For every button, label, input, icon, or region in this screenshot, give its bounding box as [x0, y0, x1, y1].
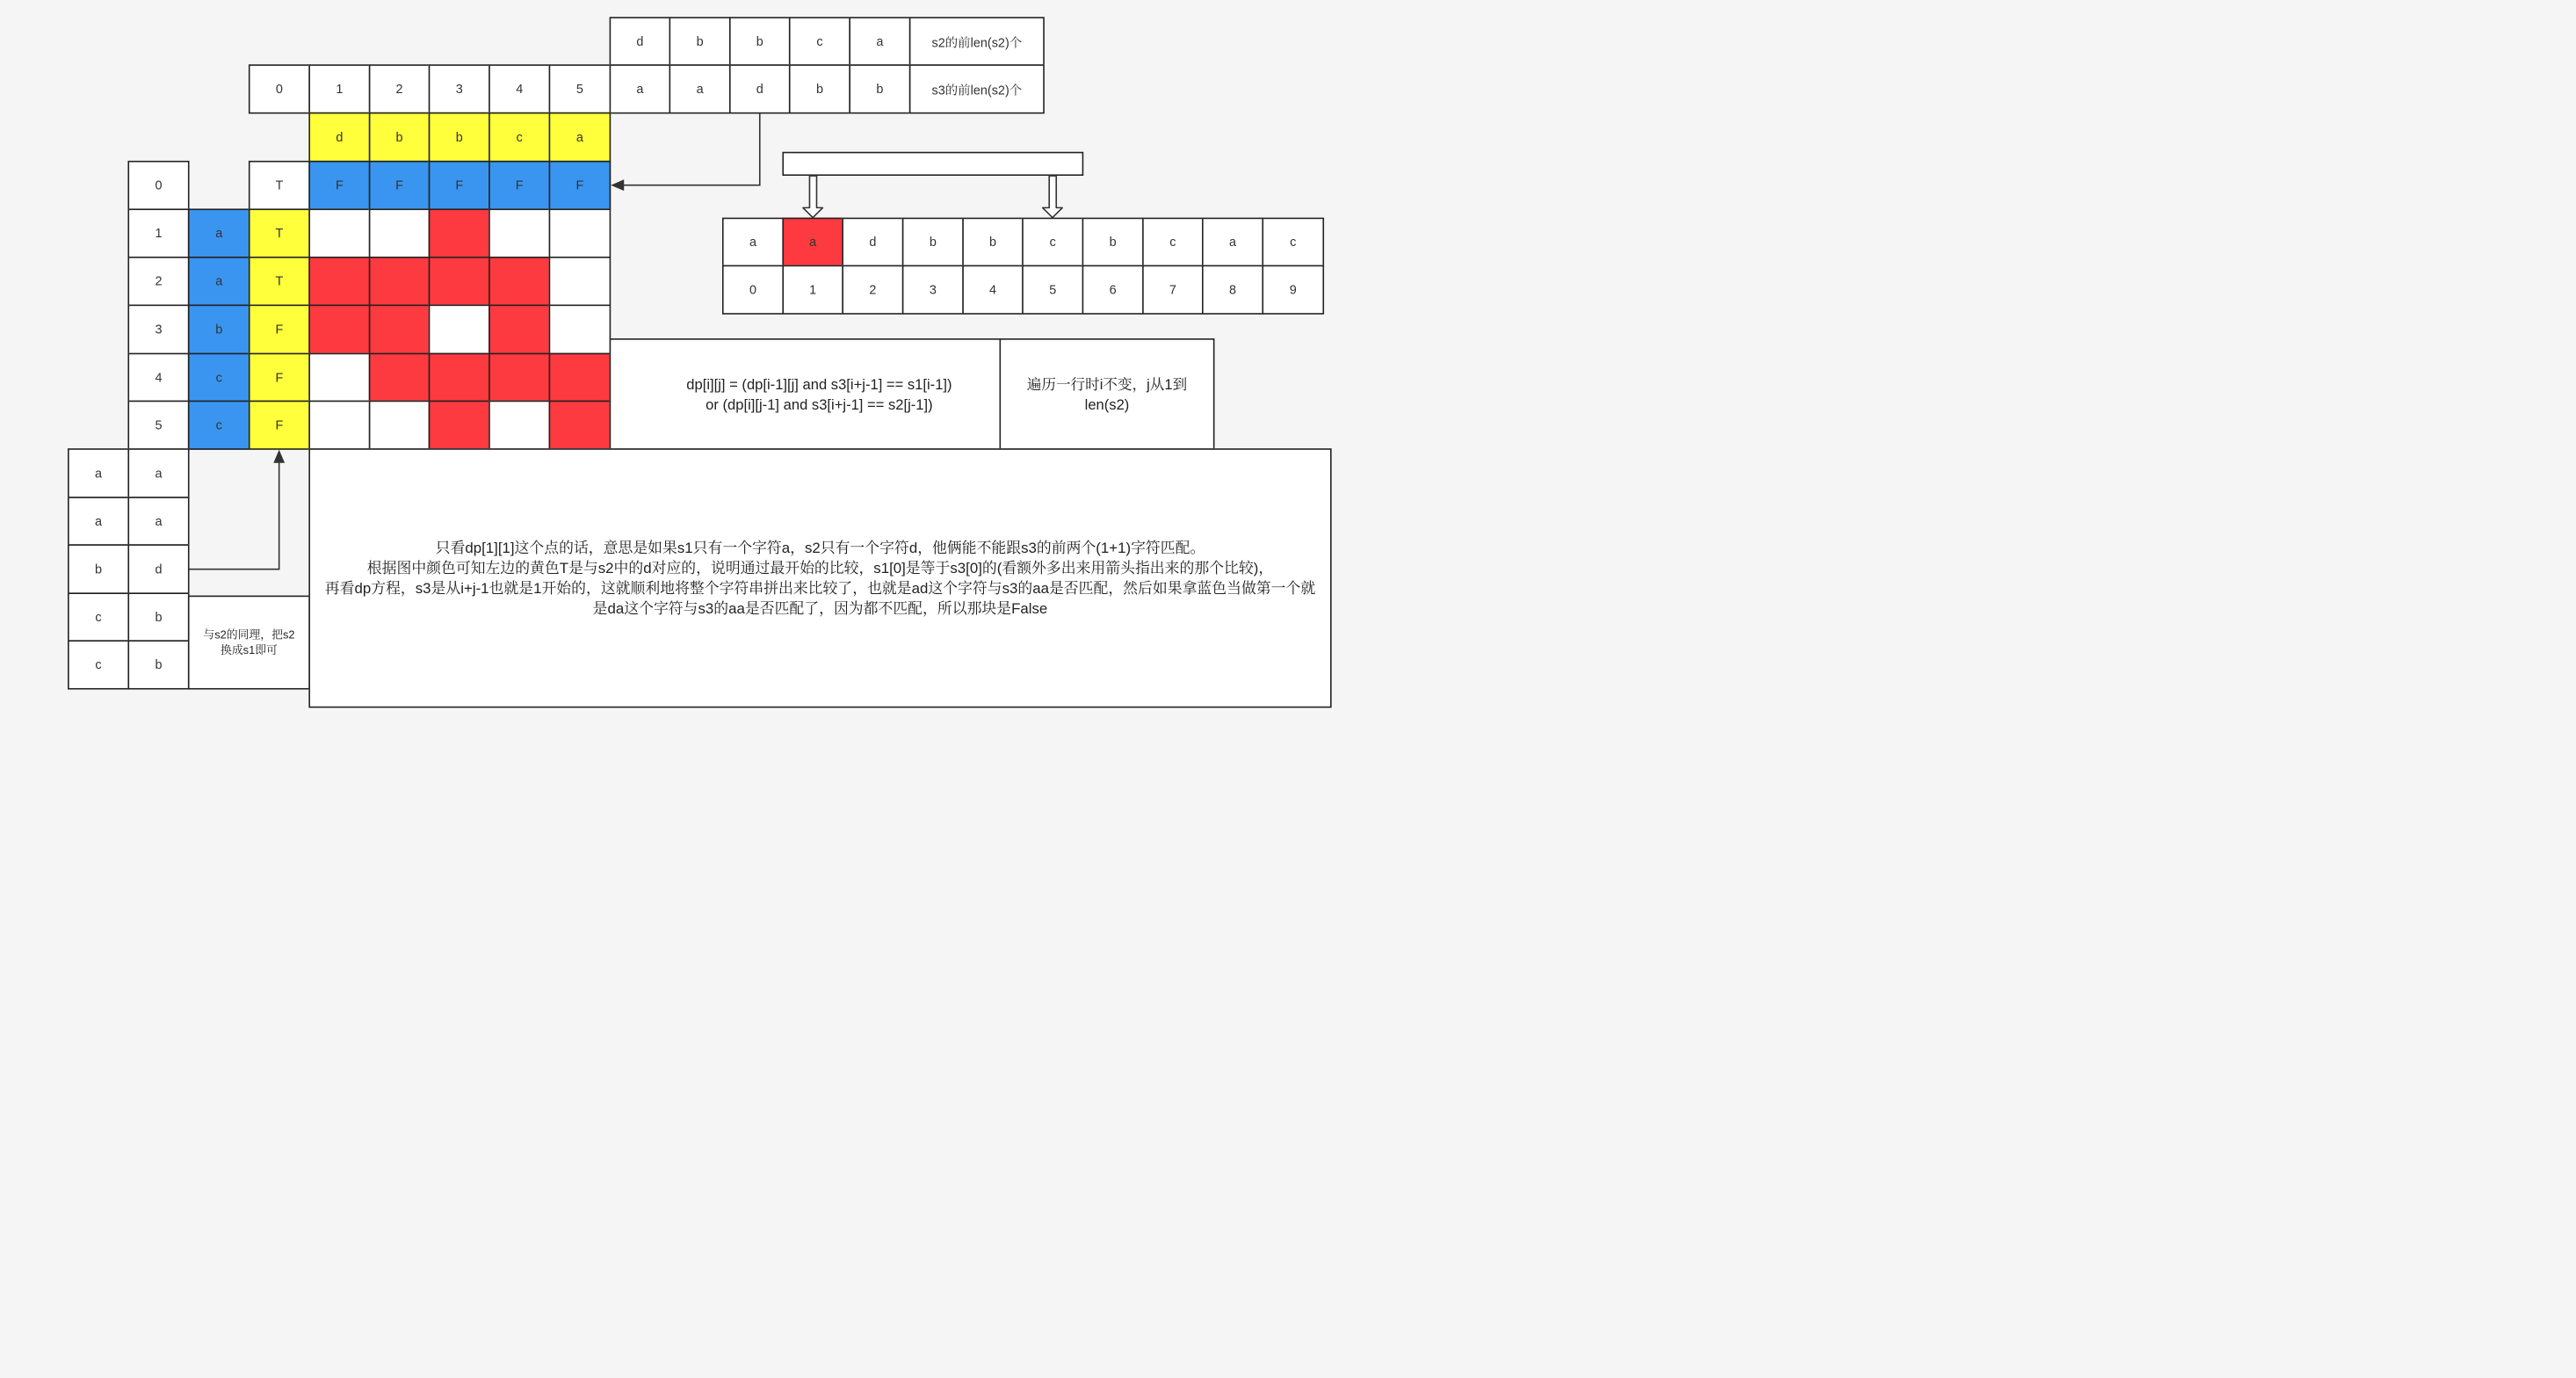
s3-prefix-cell-4: b: [849, 64, 910, 113]
s3-prefix-cell-2: d: [729, 64, 791, 113]
s2-char-cell-3: c: [488, 112, 550, 163]
s3-char-cell: c: [1262, 218, 1324, 267]
dp-cell: [429, 257, 490, 306]
dp-first-col-cell-4: F: [249, 353, 310, 403]
left-col-a-cell-4: c: [68, 640, 129, 689]
s2-row-cell-1: b: [669, 17, 731, 66]
s3-index-cell: 8: [1202, 265, 1263, 315]
index-cell-1: 1: [308, 64, 370, 113]
index-cell-5: 5: [549, 64, 611, 113]
dp-cell: [429, 305, 490, 355]
row-index-5: 5: [127, 401, 189, 450]
formula-box: [610, 338, 1001, 450]
s3-index-cell: 5: [1022, 265, 1083, 315]
s3-index-cell: 3: [902, 265, 964, 315]
dp-first-col-cell-1: T: [249, 208, 310, 257]
row-index-2: 2: [127, 257, 189, 306]
dp-cell: [549, 401, 611, 450]
left-col-b-cell-1: a: [127, 497, 189, 546]
dp-cell: [308, 353, 370, 403]
dp-cell: [308, 208, 370, 257]
dp-first-row-cell-3: F: [429, 161, 490, 210]
arrow-head-up: [273, 450, 285, 463]
s2-char-cell-0: d: [308, 112, 370, 163]
s2-row-cell-3: c: [789, 17, 850, 66]
left-col-a-cell-3: c: [68, 592, 129, 642]
dp-first-row-cell-1: F: [308, 161, 370, 210]
dp-cell: [308, 305, 370, 355]
dp-cell: [488, 401, 550, 450]
arrow-s1-to-first-col: [190, 453, 279, 569]
s2-row-cell-0: d: [610, 17, 671, 66]
s2-row-label: s2的前len(s2)个: [909, 17, 1045, 66]
row-index-4: 4: [127, 353, 189, 403]
s3-char-cell: b: [962, 218, 1024, 267]
dp-cell: [488, 257, 550, 306]
left-col-a-cell-2: b: [68, 544, 129, 594]
s3-char-cell: c: [1142, 218, 1204, 267]
s1-char-cell-3: c: [188, 353, 250, 403]
diagram: [0, 0, 1378, 737]
s1-char-cell-1: a: [188, 257, 250, 306]
dp-cell: [308, 401, 370, 450]
s1-char-cell-0: a: [188, 208, 250, 257]
s3-index-cell: 9: [1262, 265, 1324, 315]
dp-first-col-cell-3: F: [249, 305, 310, 355]
dp-origin-cell: T: [249, 161, 310, 210]
dp-cell: [488, 208, 550, 257]
formula-line-2: or (dp[i][j-1] and s3[i+j-1] == s2[j-1]): [706, 395, 933, 413]
dp-cell: [549, 353, 611, 403]
arrow-s3-to-dp-row: [613, 113, 760, 185]
dp-first-col-cell-5: F: [249, 401, 310, 450]
dp-cell: [369, 305, 431, 355]
dp-cell: [429, 353, 490, 403]
s1-note: 与s2的同理，把s2换成s1即可: [188, 596, 310, 690]
dp-cell: [369, 401, 431, 450]
s2-row-cell-4: a: [849, 17, 910, 66]
row-index-3: 3: [127, 305, 189, 355]
s3-char-cell: b: [1082, 218, 1144, 267]
s2-row-cell-2: b: [729, 17, 791, 66]
s3-prefix-cell-3: b: [789, 64, 850, 113]
s3-char-cell: c: [1022, 218, 1083, 267]
hollow-arrow-1: [803, 176, 822, 218]
dp-cell: [488, 305, 550, 355]
left-col-a-cell-1: a: [68, 497, 129, 546]
index-cell-0: 0: [249, 64, 310, 113]
s3-char-cell: b: [902, 218, 964, 267]
dp-cell: [369, 353, 431, 403]
s3-char-cell: a: [722, 218, 784, 267]
dp-cell: [488, 353, 550, 403]
s1-char-cell-2: b: [188, 305, 250, 355]
s3-char-cell: a: [782, 218, 843, 267]
left-col-b-cell-4: b: [127, 640, 189, 689]
dp-first-col-cell-2: T: [249, 257, 310, 306]
index-cell-2: 2: [369, 64, 431, 113]
dp-cell: [429, 401, 490, 450]
s2-char-cell-1: b: [369, 112, 431, 163]
index-cell-3: 3: [429, 64, 490, 113]
s2-char-cell-4: a: [549, 112, 611, 163]
dp-cell: [549, 208, 611, 257]
s3-index-cell: 2: [842, 265, 903, 315]
dp-first-row-cell-2: F: [369, 161, 431, 210]
dp-first-row-cell-5: F: [549, 161, 611, 210]
s3-index-cell: 7: [1142, 265, 1204, 315]
traverse-note: 遍历一行时i不变，j从1到len(s2): [1000, 338, 1215, 450]
arrow-head-left: [611, 179, 624, 191]
pointer-bar: [782, 152, 1083, 176]
s3-prefix-cell-0: a: [610, 64, 671, 113]
s3-char-cell: d: [842, 218, 903, 267]
dp-cell: [549, 257, 611, 306]
s1-char-cell-4: c: [188, 401, 250, 450]
dp-cell: [369, 257, 431, 306]
s3-index-cell: 1: [782, 265, 843, 315]
dp-cell: [549, 305, 611, 355]
formula-line-1: dp[i][j] = (dp[i-1][j] and s3[i+j-1] == s1[i-1]): [686, 375, 952, 393]
explanation-box: 只看dp[1][1]这个点的话，意思是如果s1只有一个字符a，s2只有一个字符d，他俩能不能跟s3的前两个(1+1)字符匹配。 根据图中颜色可知左边的黄色T是与s2中的d对应的，说明通过最开始的比较，s1[0]是等于s3[0]的(看额外多出来用箭头指出来的那个比较)， 再看dp方程，s3是从i+j-1也就是1开始的，这就顺利地将整个字符串拼出来比较了，也就是ad这个字符与s3的aa是否匹配，然后如果拿蓝色当做第一个就是da这个字符与s3的aa是否匹配了，因为都不匹配，所以那块是False: [308, 448, 1331, 707]
dp-first-row-cell-4: F: [488, 161, 550, 210]
left-col-a-cell-0: a: [68, 448, 129, 498]
dp-cell: [429, 208, 490, 257]
s3-prefix-cell-1: a: [669, 64, 731, 113]
s2-char-cell-2: b: [429, 112, 490, 163]
left-col-b-cell-3: b: [127, 592, 189, 642]
hollow-arrow-2: [1043, 176, 1062, 218]
s3-index-cell: 0: [722, 265, 784, 315]
dp-cell: [369, 208, 431, 257]
s3-char-cell: a: [1202, 218, 1263, 267]
index-cell-4: 4: [488, 64, 550, 113]
row-index-0: 0: [127, 161, 189, 210]
s3-index-cell: 6: [1082, 265, 1144, 315]
s3-index-cell: 4: [962, 265, 1024, 315]
dp-cell: [308, 257, 370, 306]
s3-prefix-label: s3的前len(s2)个: [909, 64, 1045, 113]
left-col-b-cell-0: a: [127, 448, 189, 498]
row-index-1: 1: [127, 208, 189, 257]
left-col-b-cell-2: d: [127, 544, 189, 594]
